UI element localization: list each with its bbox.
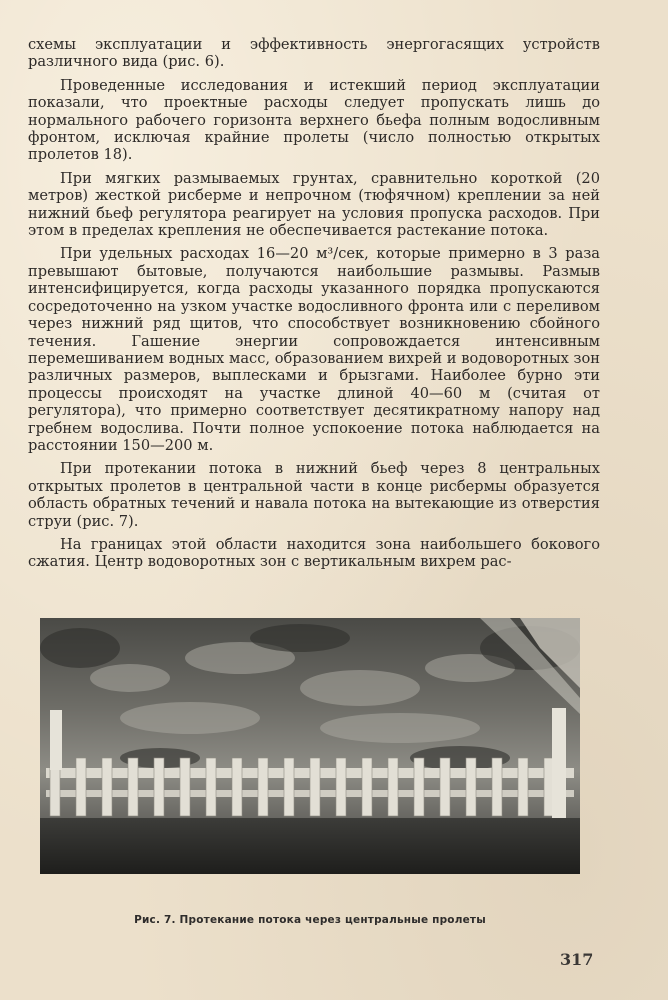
- paragraph-3: При мягких размываемых грунтах, сравнительно короткой (20 метров) жесткой рисберме и непрочном (тюфячном) креплении за ней нижний бьеф регулятора реагирует на условия пропуска расходов. При этом в пределах крепления не обеспечивается растекание потока.: [28, 169, 600, 240]
- figure-caption: Рис. 7. Протекание потока через центральные пролеты: [134, 914, 486, 926]
- body-text: [28, 36, 600, 577]
- paragraph-2: Проведенные исследования и истекший период эксплуатации показали, что проектные расходы следует пропускать лишь до нормального рабочего горизонта верхнего бьефа полным водосливным фронтом, исключая крайние пролеты (число полностью открытых пролетов 18).: [28, 76, 600, 164]
- paragraph-1: схемы эксплуатации и эффективность энергогасящих устройств различного вида (рис. 6).: [28, 36, 600, 71]
- photo-illustration: [40, 618, 580, 874]
- paragraph-6: На границах этой области находится зона наибольшего бокового сжатия. Центр водоворотных зон с вертикальным вихрем рас-: [28, 535, 600, 571]
- paragraph-4: При удельных расходах 16—20 м³/сек, которые примерно в 3 раза превышают бытовые, получаются наибольшие размывы. Размыв интенсифицируется, когда расходы указанного порядка пропускаются сосредоточенно на узком участке водосливного фронта или с переливом через нижний ряд щитов, что способствует возникновению сбойного течения. Гашение энергии сопровождается интенсивным перемешиванием водных масс, образованием вихрей и водоворотных зон различных размеров, выплесками и брызгами. Наиболее бурно эти процессы происходят на участке длиной 40—60 м (считая от регулятора), что примерно соответствует десятикратному напору над гребнем водослива. Почти полное успокоение потока наблюдается на расстоянии 150—200 м.: [28, 245, 600, 454]
- paragraph-5: При протекании потока в нижний бьеф через 8 центральных открытых пролетов в центральной части в конце рисбермы образуется область обратных течений и навала потока на вытекающие из отверстия струи (рис. 7).: [28, 460, 600, 530]
- dam-photograph: [40, 618, 580, 874]
- page-number: 317: [560, 950, 594, 969]
